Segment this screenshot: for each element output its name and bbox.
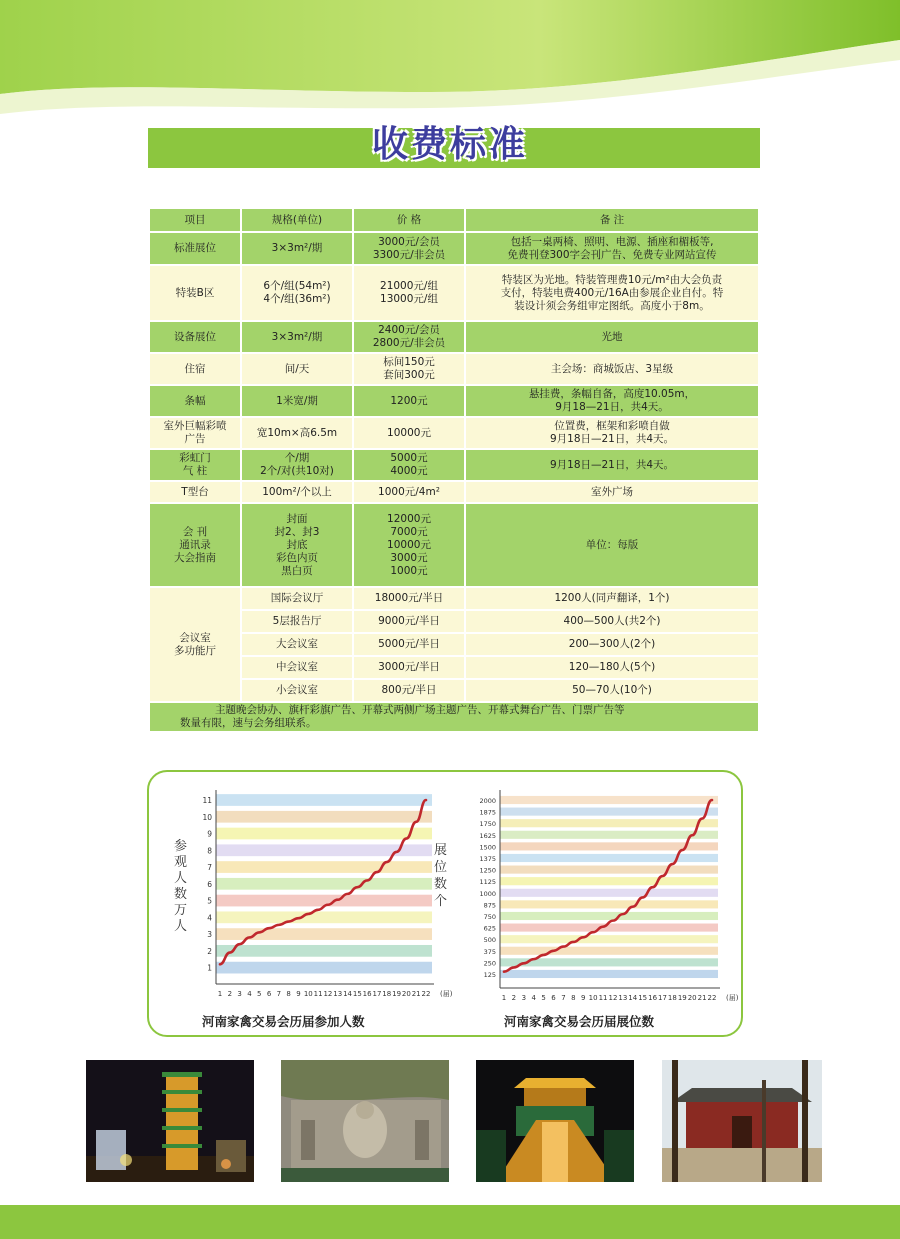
y-tick-label: 10 <box>202 812 212 822</box>
column-header: 备 注 <box>465 208 759 232</box>
y-tick-label: 7 <box>207 863 212 873</box>
grid-stripe <box>500 947 718 955</box>
price-cell <box>353 503 465 587</box>
grid-stripe <box>216 911 432 923</box>
y-tick-label: 9 <box>207 829 212 839</box>
item-text: 彩虹门 <box>179 452 211 464</box>
item-cell <box>149 449 241 481</box>
note-text: 9月18日—21日，共4天。 <box>549 433 675 445</box>
x-tick-label: 6 <box>551 994 556 1002</box>
grid-stripe <box>500 866 718 874</box>
room-price: 3000元/半日 <box>353 656 465 679</box>
y-tick-label: 1125 <box>479 878 496 887</box>
item-cell <box>149 385 241 417</box>
table-row <box>149 481 759 503</box>
note-text: 单位：每版 <box>585 538 639 551</box>
x-tick-label: 11 <box>598 994 608 1002</box>
x-tick-label: 3 <box>237 990 242 998</box>
spec-text: 宽10m×高6.5m <box>256 426 338 439</box>
meeting-room-row <box>149 679 759 702</box>
table-row <box>149 321 759 353</box>
y-tick-label: 2000 <box>479 797 496 805</box>
x-tick-label: 9 <box>296 990 301 998</box>
price-text: 1200元 <box>390 394 428 407</box>
x-tick-label: 12 <box>608 994 618 1002</box>
grid-stripe <box>500 912 718 920</box>
price-text: 5000元 <box>390 452 428 464</box>
x-tick-label: 17 <box>372 990 382 998</box>
y-tick-label: 2 <box>207 946 212 956</box>
spec-text: 黑白页 <box>281 564 313 577</box>
x-tick-label: 4 <box>247 990 252 998</box>
x-tick-label: 13 <box>333 990 343 998</box>
spec-text: 2个/对(共10对) <box>260 465 334 477</box>
item-text: 会 刊 <box>182 525 208 538</box>
room-name: 小会议室 <box>241 679 353 702</box>
grid-stripe <box>500 854 718 862</box>
x-tick-label: 2 <box>511 994 517 1002</box>
note-text: 支付，特装电费400元/16A由参展企业自付。特 <box>500 286 724 299</box>
note-text: 特装区为光地。特装管理费10元/m²由大会负责 <box>501 273 723 286</box>
y-tick-label: 3 <box>207 930 212 940</box>
room-capacity: 400—500人(共2个) <box>465 610 759 633</box>
x-tick-label: 9 <box>581 994 586 1002</box>
grid-stripe <box>216 794 432 806</box>
x-tick-label: 18 <box>667 994 677 1002</box>
grid-stripe <box>216 945 432 957</box>
meeting-item-cell <box>149 587 241 702</box>
y-tick-label: 8 <box>207 846 212 856</box>
price-text: 12000元 <box>387 512 431 525</box>
item-text: 住宿 <box>184 362 206 375</box>
price-text: 7000元 <box>390 525 428 538</box>
x-tick-label: 6 <box>266 990 272 998</box>
x-tick-label: 11 <box>313 990 323 998</box>
room-capacity: 120—180人(5个) <box>465 656 759 679</box>
grid-stripe <box>216 878 432 890</box>
spec-cell <box>241 232 353 265</box>
note-text: 悬挂费，条幅自备，高度10.05m， <box>528 388 696 400</box>
grid-stripe <box>216 861 432 873</box>
booths-chart-title: 河南家禽交易会历届展位数 <box>504 1014 655 1029</box>
table-row <box>149 353 759 385</box>
spec-text: 3×3m²/期 <box>271 330 323 343</box>
x-tick-label: 15 <box>638 994 648 1002</box>
spec-cell <box>241 481 353 503</box>
grid-stripe <box>216 895 432 907</box>
y-tick-label: 875 <box>483 901 496 910</box>
x-tick-label: 21 <box>697 994 707 1002</box>
spec-cell <box>241 385 353 417</box>
x-tick-label: 5 <box>257 990 262 998</box>
room-name: 中会议室 <box>241 656 353 679</box>
item-cell <box>149 265 241 321</box>
table-row <box>149 503 759 587</box>
note-cell <box>465 232 759 265</box>
x-tick-label: 1 <box>501 994 507 1002</box>
item-text: 广告 <box>184 433 206 445</box>
price-cell <box>353 417 465 449</box>
price-cell <box>353 481 465 503</box>
item-cell <box>149 481 241 503</box>
grid-stripe <box>500 935 718 943</box>
spec-text: 封2、封3 <box>274 525 320 538</box>
x-tick-label: 12 <box>323 990 333 998</box>
note-text: 主会场：商城饭店、3星级 <box>550 362 674 375</box>
item-text: 会议室 <box>179 631 211 644</box>
spec-text: 彩色内页 <box>276 551 318 564</box>
fee-table <box>148 207 760 733</box>
note-cell <box>465 503 759 587</box>
y-tick-label: 5 <box>207 896 212 906</box>
spec-text: 6个/组(54m²) <box>263 280 331 292</box>
spec-cell <box>241 321 353 353</box>
room-capacity: 200—300人(2个) <box>465 633 759 656</box>
item-text: T型台 <box>181 485 209 498</box>
grid-stripe <box>500 831 718 839</box>
table-footer-row <box>149 702 759 732</box>
x-tick-label: 19 <box>677 994 687 1002</box>
x-tick-label: 22 <box>707 994 717 1002</box>
y-tick-label: 1250 <box>479 866 496 875</box>
y-tick-label: 1750 <box>479 820 496 829</box>
spec-cell <box>241 503 353 587</box>
x-tick-label: 18 <box>382 990 392 998</box>
spec-text: 3×3m²/期 <box>271 242 323 254</box>
item-text: 通讯录 <box>179 538 211 551</box>
grid-stripe <box>500 970 718 978</box>
footer-text: 数量有限，速与会务组联系。 <box>180 717 317 729</box>
booths-ylabel-holder <box>432 840 452 940</box>
booths-chart <box>458 790 738 1005</box>
y-tick-label: 500 <box>483 936 496 945</box>
pagoda-night-photo <box>86 1060 254 1182</box>
price-text: 10000元 <box>387 538 431 551</box>
item-cell <box>149 503 241 587</box>
item-cell <box>149 232 241 265</box>
temple-courtyard-photo <box>662 1060 822 1182</box>
item-cell <box>149 417 241 449</box>
spec-text: 封底 <box>286 538 308 551</box>
top-wave-decoration <box>0 0 900 130</box>
note-text: 免费刊登300字会刊广告、免费专业网站宣传 <box>507 248 717 261</box>
price-text: 21000元/组 <box>380 280 438 292</box>
lit-gate-night-photo <box>476 1060 634 1182</box>
item-text: 室外巨幅彩喷 <box>163 420 227 432</box>
x-tick-label: 16 <box>648 994 658 1002</box>
grid-stripe <box>216 962 432 974</box>
y-tick-label: 1375 <box>479 854 496 863</box>
x-tick-label: 16 <box>362 990 372 998</box>
x-axis-label: (届) <box>726 994 739 1002</box>
x-tick-label: 10 <box>588 994 598 1002</box>
room-capacity: 50—70人(10个) <box>465 679 759 702</box>
table-row <box>149 449 759 481</box>
item-text: 条幅 <box>184 394 206 407</box>
note-cell <box>465 353 759 385</box>
note-text: 位置费，框架和彩喷自做 <box>554 420 670 432</box>
x-tick-label: 8 <box>286 990 291 998</box>
page-title: 收费标准 <box>371 124 528 165</box>
spec-text: 4个/组(36m²) <box>263 293 331 305</box>
room-name: 5层报告厅 <box>241 610 353 633</box>
item-text: 特装B区 <box>175 286 215 299</box>
grid-stripe <box>500 796 718 804</box>
spec-text: 封面 <box>286 512 308 525</box>
x-tick-label: 7 <box>276 990 282 998</box>
item-cell <box>149 353 241 385</box>
note-cell <box>465 321 759 353</box>
price-text: 1000元 <box>390 564 428 577</box>
grid-stripe <box>216 811 432 823</box>
price-text: 标间150元 <box>383 356 435 368</box>
price-text: 1000元/4m² <box>378 485 440 498</box>
footer-text: 主题晚会协办、旗杆彩旗广告、开幕式两侧广场主题广告、开幕式舞台广告、门票广告等 <box>215 704 625 716</box>
x-tick-label: 13 <box>618 994 628 1002</box>
price-cell <box>353 385 465 417</box>
x-tick-label: 19 <box>392 990 402 998</box>
spec-cell <box>241 417 353 449</box>
y-tick-label: 1000 <box>479 889 496 898</box>
price-text: 套间300元 <box>383 369 435 381</box>
spec-cell <box>241 265 353 321</box>
footer-note <box>149 702 759 732</box>
price-text: 4000元 <box>390 465 428 477</box>
table-row <box>149 385 759 417</box>
note-cell <box>465 449 759 481</box>
visitors-chart <box>160 790 453 1005</box>
meeting-room-row <box>149 610 759 633</box>
x-tick-label: 2 <box>227 990 233 998</box>
item-text: 大会指南 <box>174 551 216 564</box>
y-tick-label: 11 <box>202 796 212 805</box>
price-text: 2400元/会员 <box>378 324 440 336</box>
room-price: 5000元/半日 <box>353 633 465 656</box>
room-price: 800元/半日 <box>353 679 465 702</box>
y-tick-label: 375 <box>483 947 496 956</box>
bottom-bar <box>0 1205 900 1239</box>
price-cell <box>353 353 465 385</box>
y-tick-label: 1875 <box>479 808 496 817</box>
y-tick-label: 1500 <box>479 843 496 852</box>
x-tick-label: 4 <box>531 994 536 1002</box>
grid-stripe <box>500 819 718 827</box>
x-tick-label: 20 <box>401 990 411 998</box>
x-tick-label: 10 <box>303 990 313 998</box>
booths-y-axis-label: 展位数个 <box>434 843 448 909</box>
y-tick-label: 1 <box>207 963 212 973</box>
y-tick-label: 6 <box>207 879 212 889</box>
meeting-room-row <box>149 633 759 656</box>
item-text: 气 柱 <box>182 465 208 477</box>
grid-stripe <box>500 808 718 816</box>
x-tick-label: 15 <box>352 990 362 998</box>
note-text: 9月18日—21日，共4天。 <box>549 458 675 471</box>
x-tick-label: 3 <box>521 994 527 1002</box>
price-text: 3300元/非会员 <box>372 248 446 261</box>
item-cell <box>149 321 241 353</box>
table-row <box>149 417 759 449</box>
item-text: 标准展位 <box>174 242 216 254</box>
price-cell <box>353 232 465 265</box>
x-tick-label: 8 <box>571 994 576 1002</box>
note-cell <box>465 481 759 503</box>
y-tick-label: 750 <box>483 912 496 921</box>
y-tick-label: 4 <box>207 913 212 923</box>
price-text: 10000元 <box>387 426 431 439</box>
price-text: 2800元/非会员 <box>372 337 446 349</box>
x-axis-label: (届) <box>440 990 453 998</box>
grid-stripe <box>500 900 718 908</box>
spec-text: 间/天 <box>284 362 310 375</box>
grid-stripe <box>500 924 718 932</box>
meeting-room-row <box>149 656 759 679</box>
grotto-buddha-photo <box>281 1060 449 1182</box>
price-cell <box>353 321 465 353</box>
grid-stripe <box>216 828 432 840</box>
spec-text: 个/期 <box>284 452 310 464</box>
x-tick-label: 22 <box>421 990 431 998</box>
note-text: 9月18—21日，共4天。 <box>555 401 669 413</box>
x-tick-label: 17 <box>658 994 667 1002</box>
y-axis-label: 参观人数万人 <box>174 839 188 934</box>
y-tick-label: 250 <box>483 959 496 968</box>
y-tick-label: 125 <box>483 970 496 979</box>
column-header: 价 格 <box>353 208 465 232</box>
room-name: 大会议室 <box>241 633 353 656</box>
visitors-chart-title: 河南家禽交易会历届参加人数 <box>202 1014 365 1029</box>
note-cell <box>465 265 759 321</box>
price-text: 3000元/会员 <box>378 235 440 248</box>
price-cell <box>353 265 465 321</box>
room-price: 18000元/半日 <box>353 587 465 610</box>
spec-cell <box>241 449 353 481</box>
table-header-row <box>149 208 759 232</box>
x-tick-label: 20 <box>687 994 697 1002</box>
table-row <box>149 232 759 265</box>
price-text: 13000元/组 <box>380 293 438 305</box>
grid-stripe <box>500 877 718 885</box>
room-name: 国际会议厅 <box>241 587 353 610</box>
x-tick-label: 14 <box>628 994 638 1002</box>
column-header: 规格(单位) <box>241 208 353 232</box>
price-text: 3000元 <box>390 551 428 564</box>
note-cell <box>465 385 759 417</box>
room-capacity: 1200人(同声翻译，1个) <box>465 587 759 610</box>
note-text: 室外广场 <box>591 485 633 498</box>
table-row <box>149 265 759 321</box>
item-text: 设备展位 <box>174 330 216 343</box>
x-tick-label: 7 <box>561 994 566 1002</box>
x-tick-label: 14 <box>343 990 352 998</box>
spec-cell <box>241 353 353 385</box>
spec-text: 100m²/个以上 <box>262 485 332 498</box>
note-text: 包括一桌两椅、照明、电源、插座和楣板等, <box>510 235 714 248</box>
item-text: 多功能厅 <box>174 644 216 657</box>
note-text: 光地 <box>601 330 623 343</box>
spec-text: 1米宽/期 <box>276 394 318 407</box>
room-price: 9000元/半日 <box>353 610 465 633</box>
note-text: 装设计须会务组审定图纸。高度小于8m。 <box>514 299 710 312</box>
x-tick-label: 21 <box>411 990 421 998</box>
x-tick-label: 5 <box>541 994 546 1002</box>
column-header: 项目 <box>149 208 241 232</box>
grid-stripe <box>500 889 718 897</box>
y-tick-label: 1625 <box>479 831 496 840</box>
note-cell <box>465 417 759 449</box>
meeting-room-row <box>149 587 759 610</box>
y-tick-label: 625 <box>483 924 496 933</box>
price-cell <box>353 449 465 481</box>
x-tick-label: 1 <box>217 990 223 998</box>
